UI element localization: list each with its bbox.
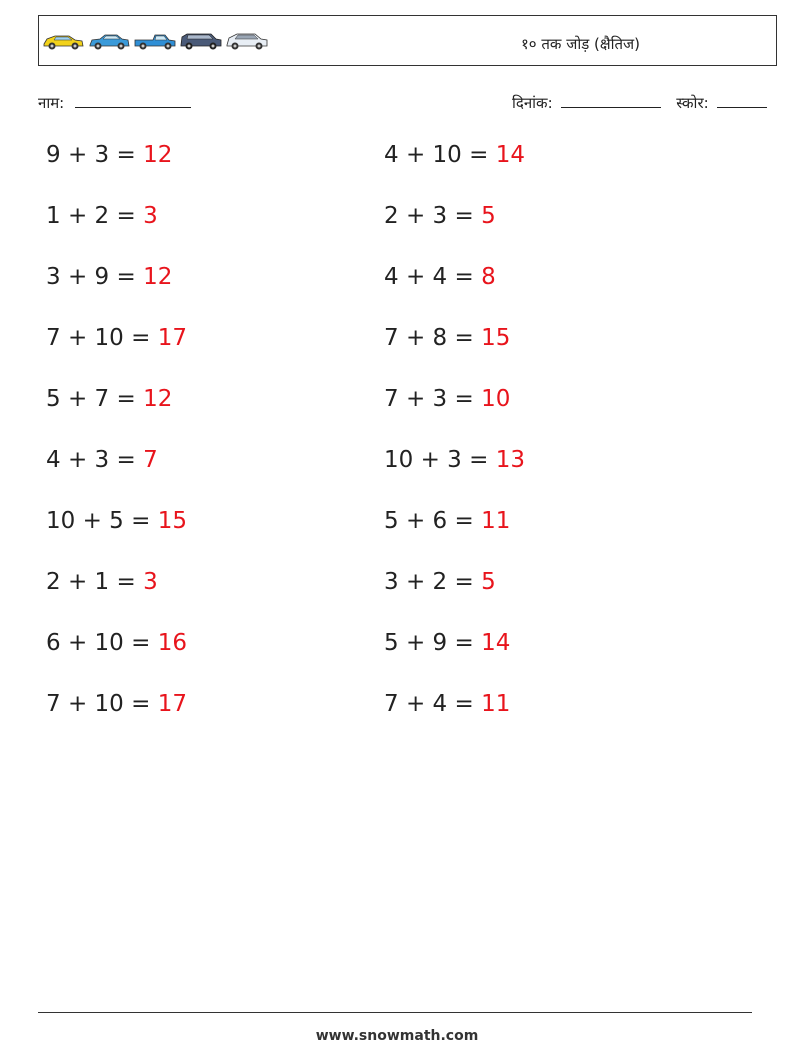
problem-question: 5 + 7 = bbox=[46, 386, 144, 412]
problem-question: 10 + 5 = bbox=[46, 508, 158, 534]
problem-question: 4 + 10 = bbox=[384, 142, 496, 168]
dark-suv-icon bbox=[179, 30, 223, 52]
blue-car-icon bbox=[87, 30, 131, 52]
problem-question: 4 + 3 = bbox=[46, 447, 144, 473]
problem-question: 7 + 8 = bbox=[384, 325, 482, 351]
date-blank[interactable] bbox=[561, 93, 661, 108]
problem-answer: 13 bbox=[495, 447, 525, 473]
name-blank[interactable] bbox=[75, 93, 191, 108]
problem-answer: 14 bbox=[495, 142, 525, 168]
name-field bbox=[38, 93, 191, 113]
problem-item bbox=[384, 569, 496, 595]
problem-answer: 7 bbox=[143, 447, 158, 473]
worksheet-title: १० तक जोड़ (क्षैतिज) bbox=[521, 35, 641, 53]
problem-item bbox=[46, 630, 187, 656]
problem-question: 5 + 9 = bbox=[384, 630, 482, 656]
problem-item bbox=[384, 630, 510, 656]
problem-question: 4 + 4 = bbox=[384, 264, 482, 290]
problem-item bbox=[384, 447, 525, 473]
problem-item bbox=[384, 203, 496, 229]
problem-answer: 5 bbox=[481, 203, 496, 229]
problem-answer: 11 bbox=[481, 508, 511, 534]
problem-item bbox=[46, 508, 187, 534]
problem-item bbox=[384, 508, 510, 534]
problem-item bbox=[46, 203, 158, 229]
problem-answer: 3 bbox=[143, 569, 158, 595]
problem-answer: 10 bbox=[481, 386, 511, 412]
date-score-fields bbox=[512, 93, 767, 113]
problem-answer: 8 bbox=[481, 264, 496, 290]
problem-answer: 12 bbox=[143, 142, 173, 168]
problem-question: 7 + 3 = bbox=[384, 386, 482, 412]
problem-item bbox=[46, 569, 158, 595]
yellow-car-icon bbox=[41, 30, 85, 52]
problem-item bbox=[46, 325, 187, 351]
footer-site[interactable]: www.snowmath.com bbox=[315, 1028, 479, 1044]
score-blank[interactable] bbox=[717, 93, 767, 108]
problem-item bbox=[46, 142, 172, 168]
problem-question: 6 + 10 = bbox=[46, 630, 158, 656]
header-box bbox=[38, 15, 777, 66]
problem-item bbox=[384, 386, 510, 412]
problem-answer: 15 bbox=[157, 508, 187, 534]
problem-item bbox=[46, 447, 158, 473]
problem-answer: 12 bbox=[143, 264, 173, 290]
problem-answer: 3 bbox=[143, 203, 158, 229]
problem-answer: 11 bbox=[481, 691, 511, 717]
date-label: दिनांक: bbox=[512, 94, 553, 112]
score-label: स्कोर: bbox=[676, 94, 709, 112]
problem-item bbox=[46, 264, 172, 290]
problem-question: 3 + 2 = bbox=[384, 569, 482, 595]
footer-divider bbox=[38, 1012, 752, 1013]
problem-question: 7 + 4 = bbox=[384, 691, 482, 717]
problem-question: 2 + 1 = bbox=[46, 569, 144, 595]
problem-question: 1 + 2 = bbox=[46, 203, 144, 229]
problem-answer: 17 bbox=[157, 325, 187, 351]
problem-item bbox=[384, 264, 496, 290]
problem-question: 2 + 3 = bbox=[384, 203, 482, 229]
problem-answer: 17 bbox=[157, 691, 187, 717]
problem-question: 7 + 10 = bbox=[46, 325, 158, 351]
problem-answer: 14 bbox=[481, 630, 511, 656]
problem-question: 10 + 3 = bbox=[384, 447, 496, 473]
problem-item bbox=[46, 386, 172, 412]
problem-item bbox=[384, 691, 510, 717]
blue-pickup-icon bbox=[133, 30, 177, 52]
problem-item bbox=[384, 142, 525, 168]
problem-answer: 16 bbox=[157, 630, 187, 656]
problem-question: 5 + 6 = bbox=[384, 508, 482, 534]
name-label: नाम: bbox=[38, 94, 65, 112]
problem-item bbox=[46, 691, 187, 717]
problem-question: 3 + 9 = bbox=[46, 264, 144, 290]
problem-answer: 15 bbox=[481, 325, 511, 351]
problem-item bbox=[384, 325, 510, 351]
white-suv-icon bbox=[225, 30, 269, 52]
problem-answer: 12 bbox=[143, 386, 173, 412]
problem-question: 9 + 3 = bbox=[46, 142, 144, 168]
problem-answer: 5 bbox=[481, 569, 496, 595]
problem-question: 7 + 10 = bbox=[46, 691, 158, 717]
car-icons bbox=[41, 30, 269, 52]
